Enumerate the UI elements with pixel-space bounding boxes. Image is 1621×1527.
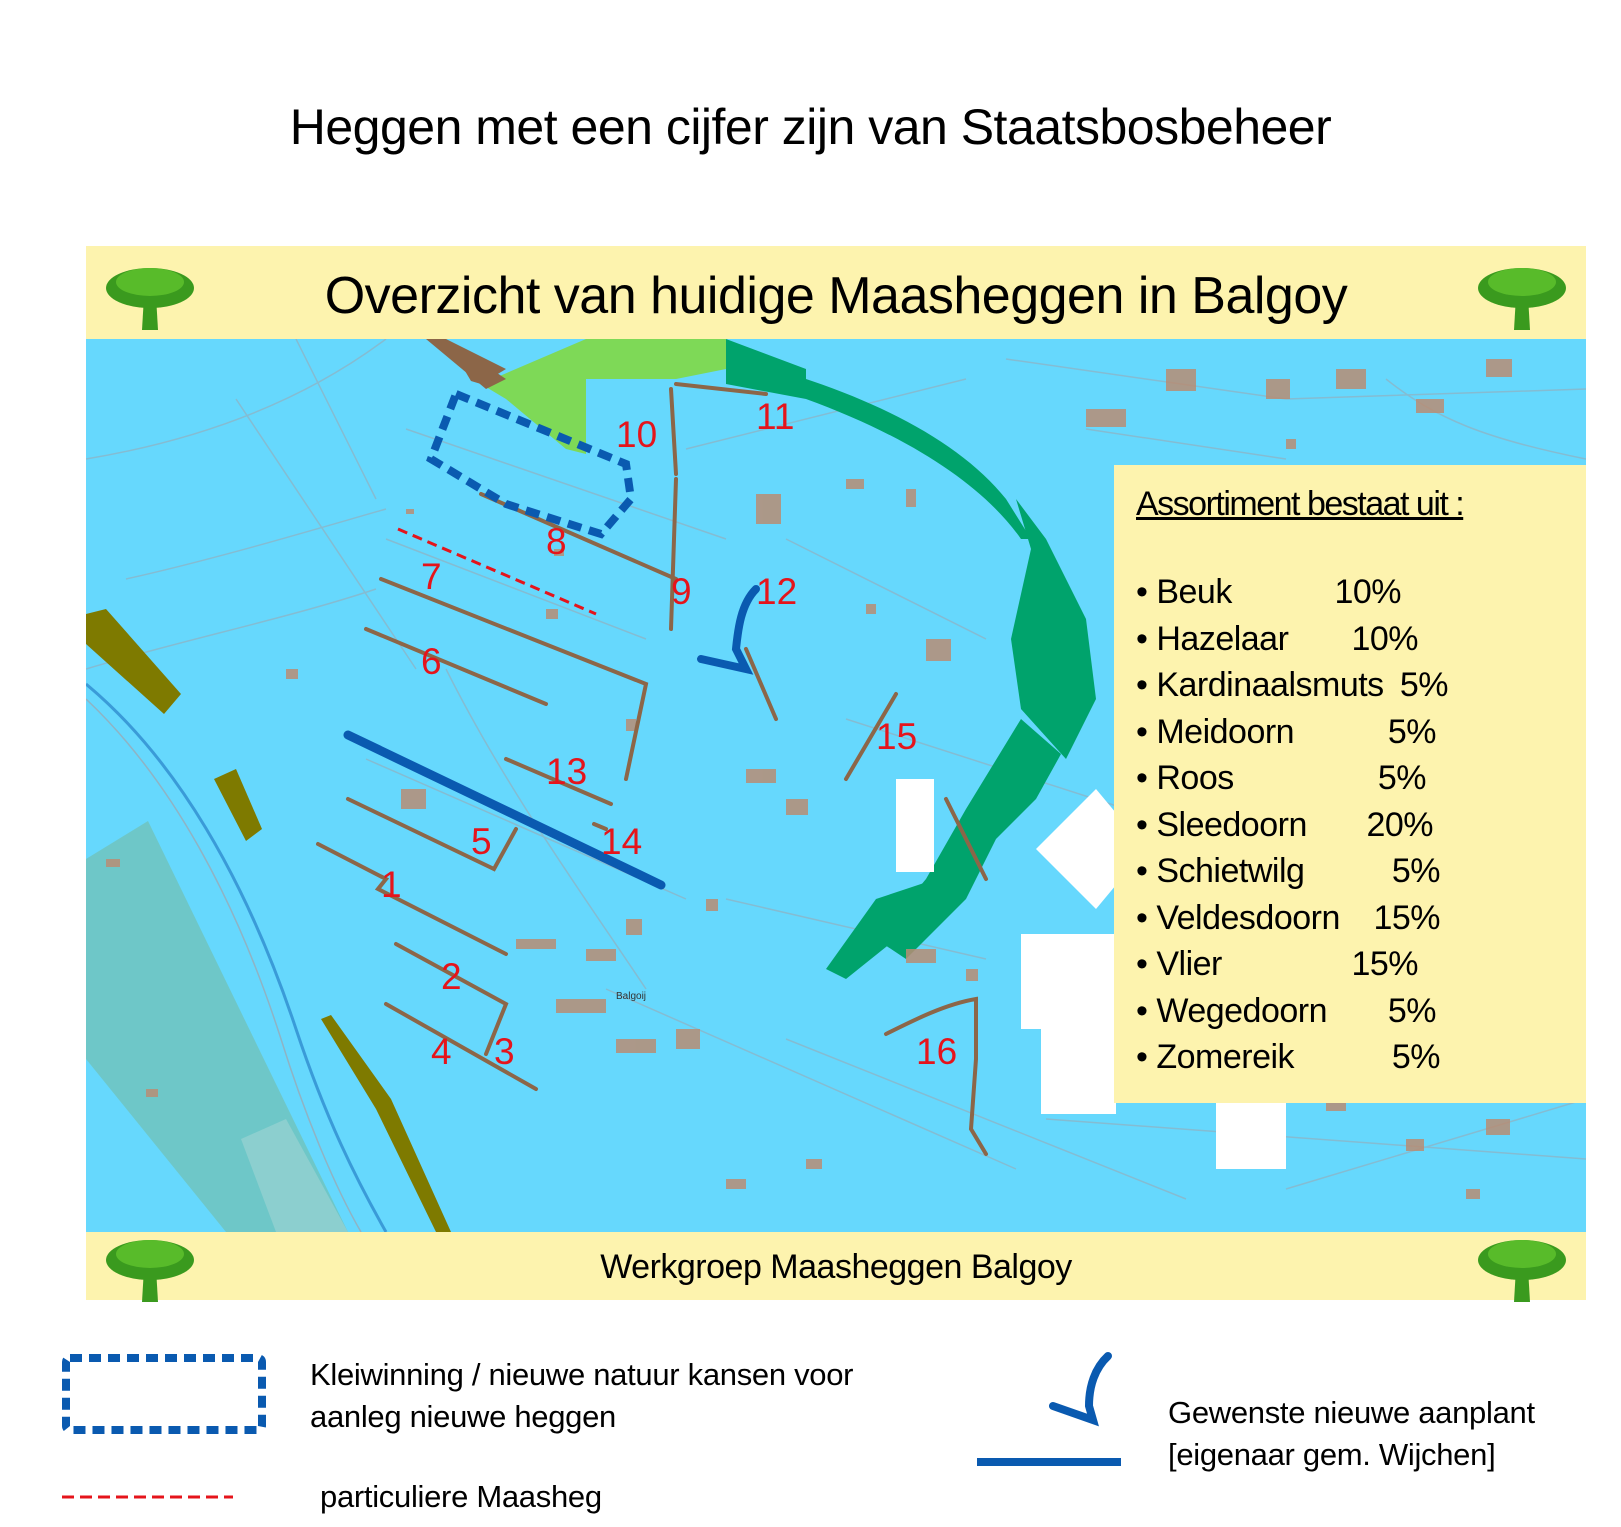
forest-arc — [806, 379, 1031, 539]
hedge-label-4: 4 — [431, 1031, 452, 1072]
hedge-label-11: 11 — [756, 396, 795, 437]
map-header — [86, 246, 1586, 339]
hedge-10 — [671, 389, 676, 474]
river-bank-mid — [214, 769, 262, 841]
hedge-label-3: 3 — [494, 1031, 515, 1072]
species-name: • Hazelaar — [1136, 619, 1289, 658]
species-name: • Sleedoorn — [1136, 805, 1307, 844]
species-name: • Veldesdoorn — [1136, 898, 1340, 937]
private-hedge-legend-swatch — [60, 1492, 235, 1502]
species-name: • Kardinaalsmuts — [1136, 666, 1384, 704]
hedge-label-5: 5 — [471, 821, 492, 862]
page-title: Heggen met een cijfer zijn van Staatsbosbeheer — [289, 99, 1332, 155]
tree-icon — [1474, 258, 1570, 330]
hedge-label-8: 8 — [546, 521, 567, 562]
tree-icon — [102, 258, 198, 330]
hedge-6 — [366, 629, 546, 704]
assortment-heading: Assortiment bestaat uit : — [1136, 485, 1464, 523]
planned-hedge-legend-swatch — [975, 1348, 1125, 1468]
species-name: • Schietwilg — [1136, 852, 1305, 890]
hedge-label-16: 16 — [916, 1031, 958, 1072]
species-name: • Roos — [1136, 759, 1234, 797]
planned-hedge-long — [348, 735, 661, 885]
species-name: • Meidoorn — [1136, 712, 1295, 751]
aanplant-line-2: [eigenaar gem. Wijchen] — [1168, 1437, 1496, 1472]
hedge-label-13: 13 — [546, 751, 588, 792]
kleiwinning-legend-text — [310, 1354, 853, 1438]
planned-hedge-legend-text — [1168, 1392, 1535, 1476]
species-percent: 5% — [1391, 852, 1440, 890]
species-percent: 5% — [1391, 1038, 1440, 1076]
species-row — [1136, 666, 1448, 705]
species-name: • Wegedoorn — [1136, 991, 1328, 1030]
hedge-label-9: 9 — [671, 571, 692, 612]
species-percent: 10% — [1334, 573, 1401, 611]
species-percent: 5% — [1387, 991, 1436, 1030]
place-label: Balgoij — [616, 991, 647, 1002]
hedge-label-7: 7 — [421, 556, 442, 597]
species-row — [1136, 898, 1440, 938]
species-percent: 15% — [1351, 945, 1418, 983]
species-row — [1136, 619, 1418, 659]
species-row — [1136, 991, 1436, 1031]
hedge-label-12: 12 — [756, 571, 798, 612]
hedge-label-2: 2 — [441, 956, 462, 997]
kleiwinning-legend-swatch — [60, 1352, 270, 1438]
species-row — [1136, 1038, 1440, 1077]
tree-icon — [102, 1230, 198, 1302]
private-hedge-legend-text: particuliere Maasheg — [320, 1479, 602, 1514]
assortment-box — [1114, 465, 1586, 1103]
map-title: Overzicht van huidige Maasheggen in Balgoy — [324, 267, 1348, 325]
hedge-label-15: 15 — [876, 716, 918, 757]
species-percent: 5% — [1377, 759, 1426, 797]
kleiwinning-line-2: aanleg nieuwe heggen — [310, 1399, 616, 1434]
aanplant-line-1: Gewenste nieuwe aanplant — [1168, 1395, 1535, 1430]
hedge-16 — [886, 999, 986, 1154]
species-row — [1136, 945, 1418, 984]
footer-text: Werkgroep Maasheggen Balgoy — [600, 1248, 1072, 1286]
species-percent: 10% — [1351, 619, 1418, 658]
kleiwinning-line-1: Kleiwinning / nieuwe natuur kansen voor — [310, 1357, 854, 1392]
species-name: • Vlier — [1136, 945, 1222, 983]
map-footer — [86, 1232, 1586, 1300]
hedge-label-6: 6 — [421, 641, 442, 682]
species-name: • Beuk — [1136, 573, 1232, 611]
species-percent: 15% — [1373, 898, 1440, 937]
species-percent: 20% — [1366, 805, 1433, 844]
species-row — [1136, 759, 1426, 798]
hedge-label-14: 14 — [601, 821, 643, 862]
hedge-12 — [746, 649, 776, 719]
hedge-label-1: 1 — [381, 864, 402, 905]
species-name: • Zomereik — [1136, 1038, 1295, 1076]
species-row — [1136, 712, 1436, 752]
species-percent: 5% — [1387, 712, 1436, 751]
white-block-1 — [896, 779, 934, 872]
species-row — [1136, 805, 1433, 845]
species-row — [1136, 573, 1401, 612]
meadow-field-2 — [586, 339, 726, 379]
white-block-3 — [1041, 989, 1116, 1114]
tree-icon — [1474, 1230, 1570, 1302]
hedge-label-10: 10 — [616, 414, 658, 455]
map-area — [86, 339, 1586, 1232]
species-percent: 5% — [1399, 666, 1448, 704]
species-row — [1136, 852, 1440, 891]
